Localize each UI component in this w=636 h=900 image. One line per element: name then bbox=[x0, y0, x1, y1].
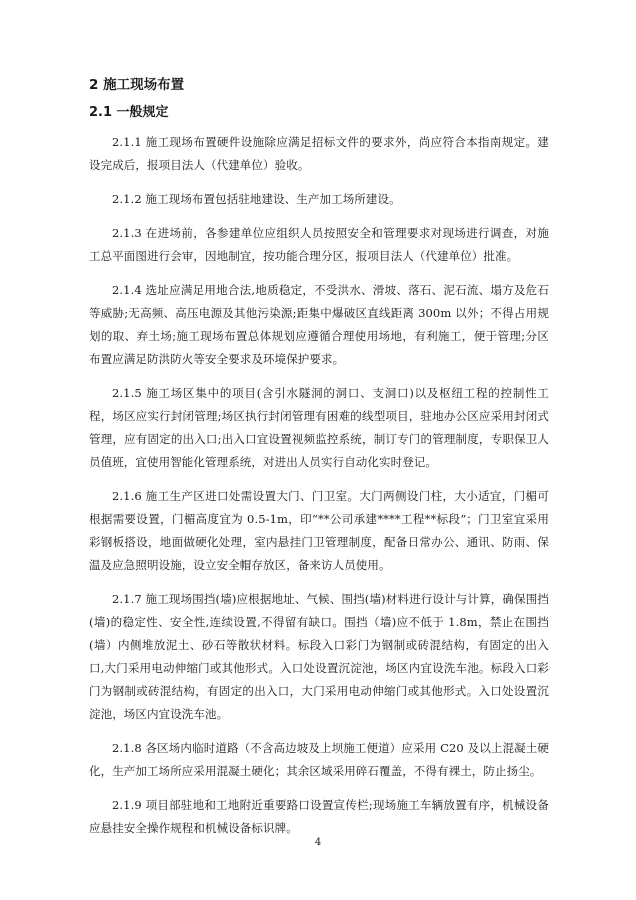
paragraph-2-1-7: 2.1.7 施工现场围挡(墙)应根据地址、气候、围挡(墙)材料进行设计与计算，确保围挡(墙)的稳定性、安全性,连续设置,不得留有缺口。围挡（墙)应不低于 1.8m，禁止在围挡(墙）内侧堆放泥土、砂石等散状材料。标段入口彩门为钢制或砖混结构，有固定的出入口,大门采用电动伸缩门或其他形式。入口处设置沉淀池，场区内宜设洗车池。标段入口彩门为钢制或砖混结构，有固定的出入口，大门采用电动伸缩门或其他形式。入口处设置沉淀池，场区内宜设洗车池。 bbox=[89, 592, 549, 721]
paragraph-2-1-2: 2.1.2 施工现场布置包括驻地建设、生产加工场所建设。 bbox=[112, 192, 401, 206]
paragraph-2-1-5: 2.1.5 施工场区集中的项目(含引水隧洞的洞口、支洞口)以及枢纽工程的控制性工程，场区应实行封闭管理;场区执行封闭管理有困难的线型项目，驻地办公区应采用封闭式管理，应有固定的出入口;出入口宜设置视频监控系统，制订专门的管理制度，专职保卫人员值班，宜使用智能化管理系统，对进出人员实行自动化实时登记。 bbox=[89, 386, 549, 469]
paragraph-2-1-3: 2.1.3 在进场前，各参建单位应组织人员按照安全和管理要求对现场进行调查，对施工总平面图进行会审，因地制宜，按功能合理分区，报项目法人（代建单位）批准。 bbox=[89, 226, 549, 263]
section-title: 2 施工现场布置 bbox=[89, 77, 185, 93]
paragraph-2-1-8: 2.1.8 各区场内临时道路（不含高边坡及上坝施工便道）应采用 C20 及以上混凝土硬化，生产加工场所应采用混凝土硬化；其余区域采用碎石覆盖，不得有裸土，防止扬尘。 bbox=[89, 741, 549, 778]
paragraph-2-1-9: 2.1.9 项目部驻地和工地附近重要路口设置宣传栏;现场施工车辆放置有序，机械设备应悬挂安全操作规程和机械设备标识牌。 bbox=[89, 798, 549, 835]
paragraph-2-1-1: 2.1.1 施工现场布置硬件设施除应满足招标文件的要求外，尚应符合本指南规定。建设完成后，报项目法人（代建单位）验收。 bbox=[89, 135, 549, 172]
paragraph-2-1-4: 2.1.4 选址应满足用地合法,地质稳定，不受洪水、滑坡、落石、泥石流、塌方及危石等威胁;无高频、高压电源及其他污染源;距集中爆破区直线距离 300m 以外；不得占用规划的取、弃土场;施工现场布置总体规划应遵循合理使用场地，有利施工，便于管理;分区布置应满足防洪防火等安全要求及环境保护要求。 bbox=[89, 283, 549, 366]
paragraph-2-1-6: 2.1.6 施工生产区进口处需设置大门、门卫室。大门两侧设门柱，大小适宜，门楣可根据需要设置，门楣高度宜为 0.5-1m，印“**公司承建****工程**标段”；门卫室宜采用彩钢板搭设，地面做硬化处理，室内悬挂门卫管理制度，配备日常办公、通讯、防雨、保温及应急照明设施，设立安全帽存放区，备来访人员使用。 bbox=[89, 489, 549, 572]
page-number: 4 bbox=[314, 837, 322, 848]
body-text bbox=[89, 131, 549, 851]
subsection-title: 2.1 一般规定 bbox=[89, 105, 169, 120]
